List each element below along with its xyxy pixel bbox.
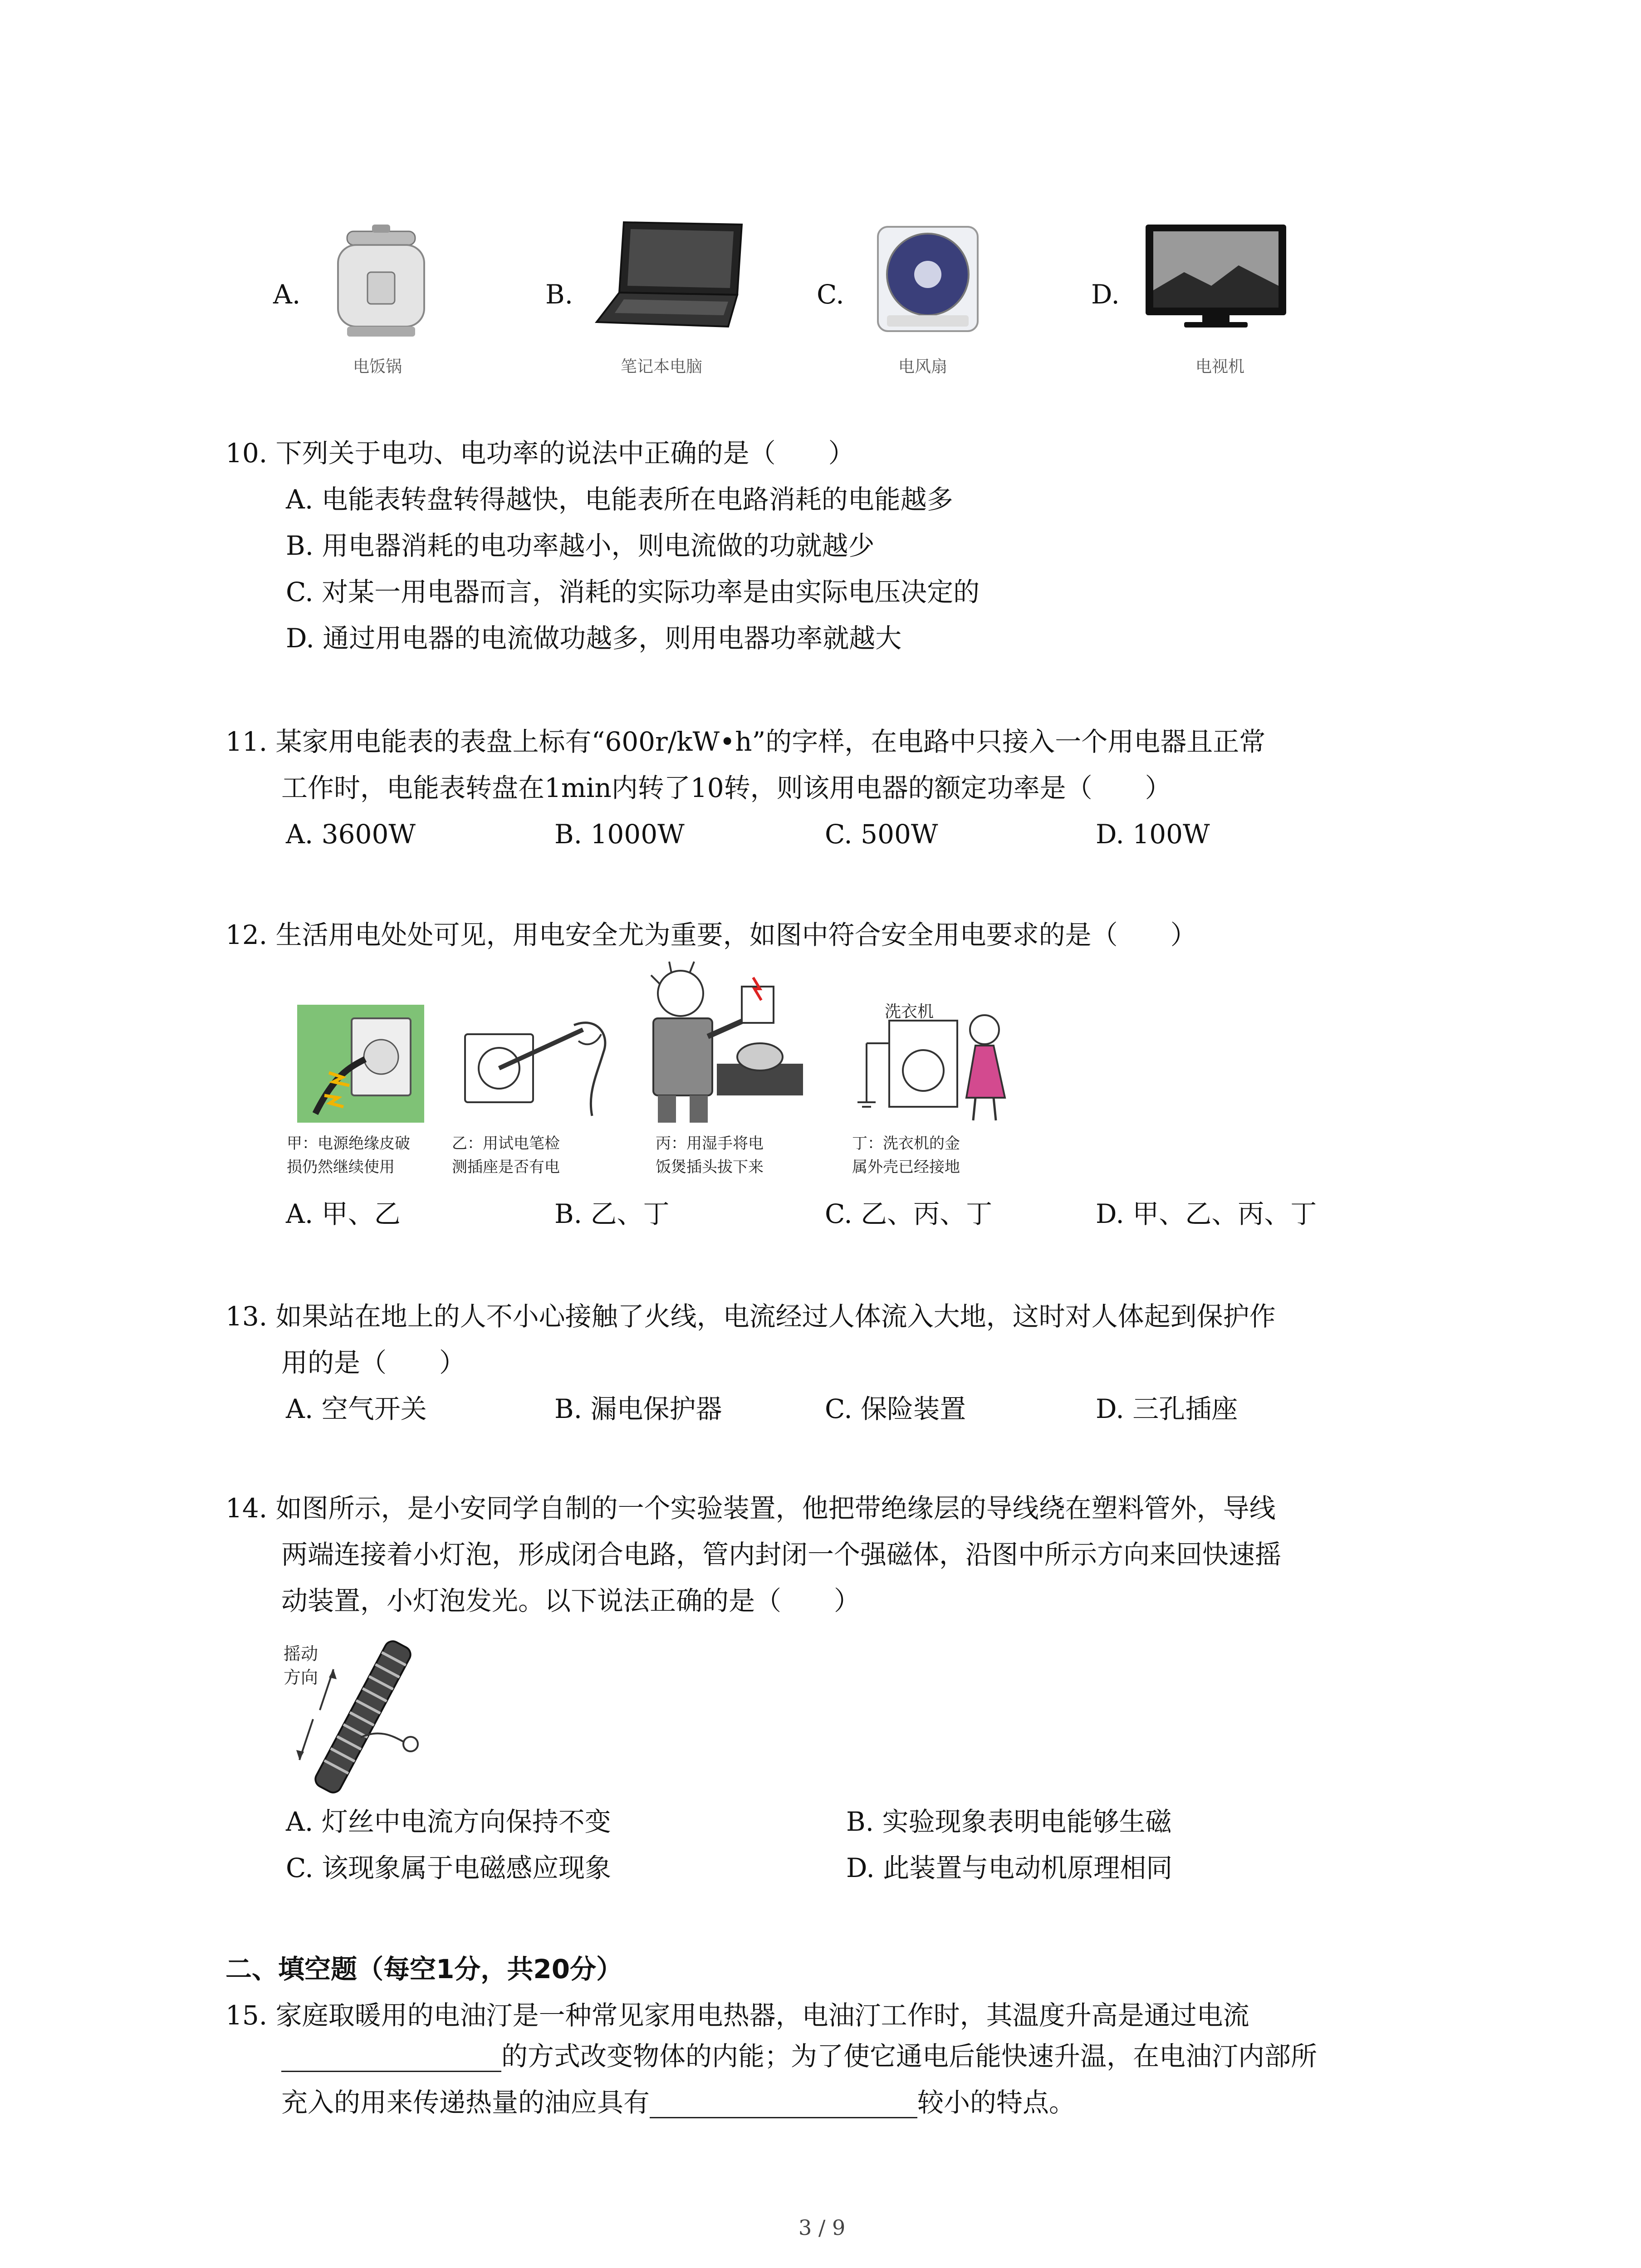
q15-blank-2[interactable] <box>650 2093 917 2118</box>
q15-line3 <box>281 2087 1075 2118</box>
q12-option-a: A. 甲、乙 <box>286 1198 401 1229</box>
section2-title: 二、填空题（每空1分，共20分） <box>225 1954 623 1984</box>
q14-option-b: B. 实验现象表明电能够生磁 <box>846 1806 1172 1837</box>
q9-option-c-label: C. <box>817 279 844 310</box>
test-pen-socket-icon <box>451 998 619 1129</box>
laptop-icon <box>592 218 746 336</box>
q12-option-d: D. 甲、乙、丙、丁 <box>1096 1198 1317 1229</box>
q9-option-b-label: B. <box>545 279 573 310</box>
q9-option-d-label: D. <box>1091 279 1120 310</box>
q12-stem: 12. 生活用电处处可见，用电安全尤为重要，如图中符合安全用电要求的是（ ） <box>225 919 1197 950</box>
page-number: 3 / 9 <box>798 2215 846 2240</box>
q11-option-d: D. 100W <box>1096 819 1210 850</box>
q9-option-a-caption: 电饭锅 <box>353 357 402 376</box>
q14-option-c: C. 该现象属于电磁感应现象 <box>286 1853 612 1883</box>
q12-jia-caption-1: 甲：电源绝缘皮破 <box>287 1134 410 1153</box>
q12-yi-caption-1: 乙：用试电笔检 <box>452 1134 560 1153</box>
television-icon <box>1143 222 1288 331</box>
q10-option-b: B. 用电器消耗的电功率越小，则电流做的功就越少 <box>286 530 875 561</box>
q12-bing-caption-2: 饭煲插头拔下来 <box>656 1158 764 1176</box>
electric-fan-icon <box>873 222 982 345</box>
q15-line3-text-before: 充入的用来传递热量的油应具有 <box>281 2087 650 2118</box>
q10-option-d: D. 通过用电器的电流做功越多，则用电器功率就越大 <box>286 623 902 654</box>
q14-option-a: A. 灯丝中电流方向保持不变 <box>286 1806 611 1837</box>
q12-ding-caption-2: 属外壳已经接地 <box>852 1158 960 1176</box>
q14-line3: 动装置，小灯泡发光。以下说法正确的是（ ） <box>281 1585 861 1616</box>
q12-option-c: C. 乙、丙、丁 <box>825 1198 993 1229</box>
q14-fig-label-2: 方向 <box>284 1667 318 1687</box>
q11-line2: 工作时，电能表转盘在1min内转了10转，则该用电器的额定功率是（ ） <box>281 772 1171 803</box>
q9-option-c-caption: 电风扇 <box>898 357 948 376</box>
q15-blank-1[interactable] <box>281 2047 501 2072</box>
q11-line1: 11. 某家用电能表的表盘上标有“600r/kW•h”的字样，在电路中只接入一个用电器且正常 <box>225 726 1266 757</box>
q12-ding-washer-label: 洗衣机 <box>885 1002 934 1021</box>
q12-ding-caption-1: 丁：洗衣机的金 <box>852 1134 960 1153</box>
q13-option-a: A. 空气开关 <box>286 1393 427 1424</box>
q11-option-a: A. 3600W <box>286 819 416 850</box>
q9-option-d-caption: 电视机 <box>1195 357 1245 376</box>
q14-option-d: D. 此装置与电动机原理相同 <box>846 1853 1173 1883</box>
damaged-cord-socket-icon <box>297 1005 424 1123</box>
q9-option-b-caption: 笔记本电脑 <box>621 357 703 376</box>
q14-fig-label-1: 摇动 <box>284 1644 318 1664</box>
wet-hand-unplug-icon <box>640 959 808 1127</box>
q15-line1: 15. 家庭取暖用的电油汀是一种常见家用电热器，电油汀工作时，其温度升高是通过电流 <box>225 2000 1249 2031</box>
q12-yi-caption-2: 测插座是否有电 <box>452 1158 560 1176</box>
q10-option-a: A. 电能表转盘转得越快，电能表所在电路消耗的电能越多 <box>286 484 953 515</box>
q11-option-c: C. 500W <box>825 819 938 850</box>
q9-option-a-label: A. <box>273 279 301 310</box>
q10-option-c: C. 对某一用电器而言，消耗的实际功率是由实际电压决定的 <box>286 577 980 607</box>
q14-line1: 14. 如图所示，是小安同学自制的一个实验装置，他把带绝缘层的导线绕在塑料管外，导线 <box>225 1493 1276 1524</box>
q13-option-c: C. 保险装置 <box>825 1393 966 1424</box>
q12-option-b: B. 乙、丁 <box>554 1198 670 1229</box>
q13-line1: 13. 如果站在地上的人不小心接触了火线，电流经过人体流入大地，这时对人体起到保护作 <box>225 1301 1276 1332</box>
q13-line2: 用的是（ ） <box>281 1347 466 1378</box>
rice-cooker-icon <box>329 222 433 345</box>
q15-line2-text: 的方式改变物体的内能；为了使它通电后能快速升温，在电油汀内部所 <box>501 2041 1318 2072</box>
q13-option-d: D. 三孔插座 <box>1096 1393 1238 1424</box>
q12-bing-caption-1: 丙：用湿手将电 <box>656 1134 764 1153</box>
q13-option-b: B. 漏电保护器 <box>554 1393 722 1424</box>
q15-line2 <box>281 2040 1317 2072</box>
q14-line2: 两端连接着小灯泡，形成闭合电路，管内封闭一个强磁体，沿图中所示方向来回快速摇 <box>281 1539 1282 1570</box>
q11-option-b: B. 1000W <box>554 819 685 850</box>
coil-tube-apparatus-icon <box>281 1633 431 1801</box>
q12-jia-caption-2: 损仍然继续使用 <box>287 1158 395 1176</box>
q10-stem: 10. 下列关于电功、电功率的说法中正确的是（ ） <box>225 438 855 469</box>
q15-line3-text-after: 较小的特点。 <box>917 2087 1076 2118</box>
